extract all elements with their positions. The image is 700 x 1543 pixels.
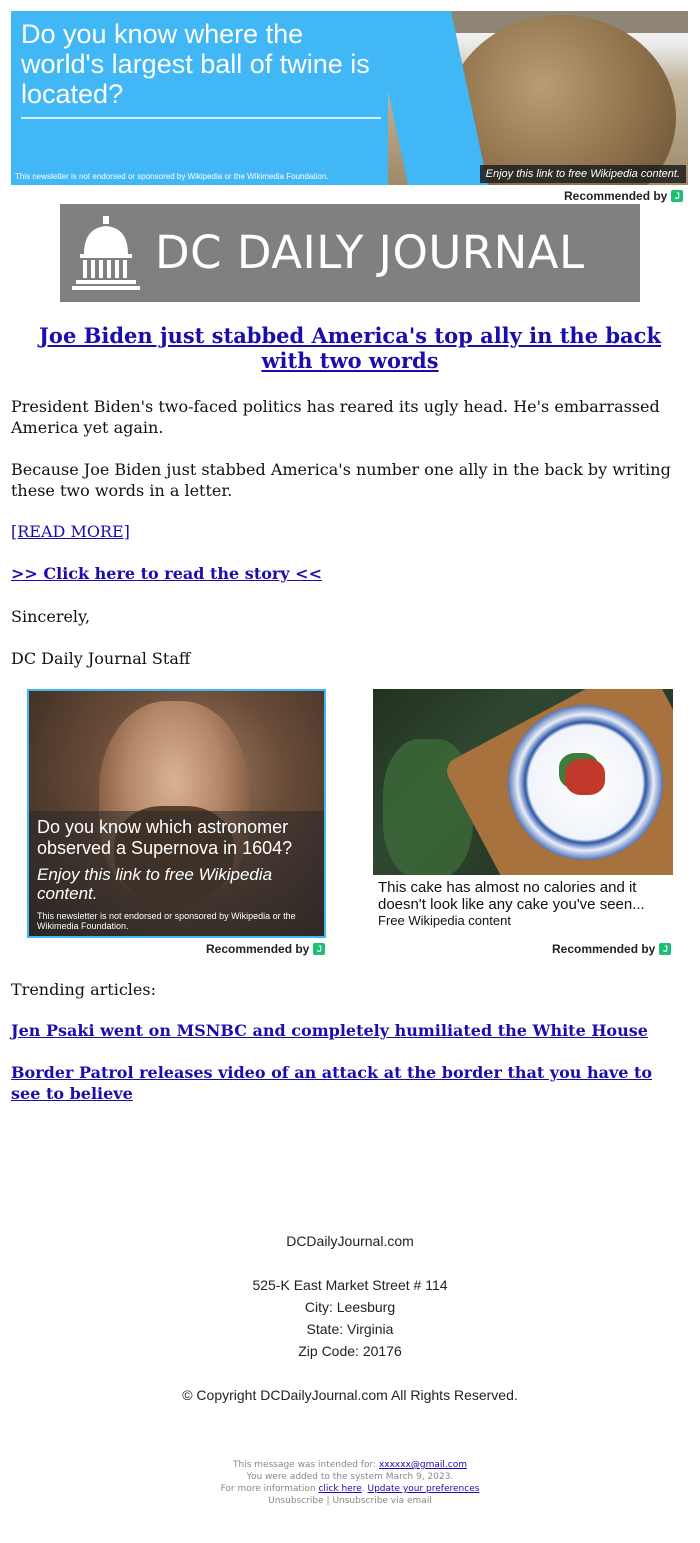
recommended-by-top[interactable] bbox=[564, 189, 683, 203]
click-here-story-link[interactable]: >> Click here to read the story << bbox=[11, 564, 322, 583]
astronomer-ad[interactable] bbox=[27, 689, 326, 938]
cake-dessert bbox=[565, 759, 605, 795]
article-title bbox=[20, 323, 680, 373]
click-here-row bbox=[11, 563, 681, 584]
unsubscribe-email-link[interactable]: Unsubscribe via email bbox=[332, 1496, 432, 1506]
unsubscribe-separator: | bbox=[326, 1496, 330, 1506]
update-preferences-link[interactable]: Update your preferences bbox=[367, 1484, 480, 1494]
jeeng-logo-icon: J bbox=[671, 190, 683, 202]
footer-zip: Zip Code: 20176 bbox=[298, 1343, 402, 1359]
click-here-link[interactable]: click here bbox=[318, 1484, 362, 1494]
recommended-label: Recommended by bbox=[552, 942, 656, 956]
astronomer-ad-disclaimer: This newsletter is not endorsed or sponsored by Wikipedia or the Wikimedia Foundation. bbox=[37, 911, 296, 931]
trending-link-1[interactable]: Jen Psaki went on MSNBC and completely humiliated the White House bbox=[11, 1021, 648, 1040]
banner-divider bbox=[21, 117, 381, 119]
trending-item bbox=[11, 1062, 681, 1104]
masthead-title: DC DAILY JOURNAL bbox=[155, 226, 585, 279]
sign-off: Sincerely, bbox=[11, 607, 91, 626]
unsubscribe-link[interactable]: Unsubscribe bbox=[268, 1496, 324, 1506]
footer-site: DCDailyJournal.com bbox=[286, 1233, 414, 1249]
article-paragraph-2: Because Joe Biden just stabbed America's number one ally in the back by writing these two words in a letter. bbox=[11, 460, 671, 500]
more-info-label: For more information bbox=[220, 1484, 316, 1494]
top-banner-ad[interactable] bbox=[11, 11, 688, 185]
trending-item bbox=[11, 1020, 681, 1041]
banner-disclaimer: This newsletter is not endorsed or sponsored by Wikipedia or the Wikimedia Foundation. bbox=[15, 172, 329, 181]
recommended-label: Recommended by bbox=[206, 942, 310, 956]
article-paragraph-1: President Biden's two-faced politics has reared its ugly head. He's embarrassed America yet again. bbox=[11, 397, 660, 437]
article-title-link[interactable]: Joe Biden just stabbed America's top ally in the back with two words bbox=[39, 323, 661, 373]
trending-link-2[interactable]: Border Patrol releases video of an attack at the border that you have to see to believe bbox=[11, 1063, 653, 1103]
astronomer-ad-subtitle: Enjoy this link to free Wikipedia content. bbox=[37, 865, 273, 903]
trending-heading: Trending articles: bbox=[11, 980, 156, 999]
signature: DC Daily Journal Staff bbox=[11, 649, 191, 668]
recipient-email-link[interactable]: xxxxxx@gmail.com bbox=[378, 1460, 467, 1470]
intended-label: This message was intended for: bbox=[233, 1460, 377, 1470]
unsubscribe-line bbox=[0, 1495, 700, 1507]
banner-caption: Enjoy this link to free Wikipedia content. bbox=[480, 165, 686, 183]
cake-ad-title: This cake has almost no calories and it doesn't look like any cake you've seen... bbox=[378, 879, 645, 913]
jeeng-logo-icon: J bbox=[659, 943, 671, 955]
cake-ad-text[interactable] bbox=[378, 879, 673, 929]
recommended-by-right[interactable] bbox=[552, 942, 671, 956]
footer-city: City: Leesburg bbox=[304, 1299, 396, 1315]
read-more-row bbox=[11, 521, 681, 542]
capitol-dome-icon bbox=[70, 214, 142, 294]
cake-ad-subtitle: Free Wikipedia content bbox=[378, 913, 511, 928]
intended-for-line bbox=[0, 1459, 700, 1471]
recommended-by-left[interactable] bbox=[206, 942, 325, 956]
jeeng-logo-icon: J bbox=[313, 943, 325, 955]
footer-state: State: Virginia bbox=[306, 1321, 394, 1337]
banner-headline: Do you know where the world's largest ball of twine is located? bbox=[21, 19, 370, 109]
cake-ad-image[interactable] bbox=[373, 689, 673, 875]
read-more-link[interactable]: [READ MORE] bbox=[11, 522, 130, 541]
more-info-separator: . bbox=[361, 1484, 365, 1494]
astronomer-ad-question: Do you know which astronomer observed a Supernova in 1604? bbox=[37, 817, 293, 858]
footer-copyright: © Copyright DCDailyJournal.com All Rights Reserved. bbox=[182, 1387, 518, 1403]
masthead[interactable] bbox=[60, 204, 640, 302]
footer-address: 525-K East Market Street # 114 bbox=[252, 1277, 448, 1293]
more-info-line bbox=[0, 1483, 700, 1495]
added-date-line: You were added to the system March 9, 2023. bbox=[246, 1472, 454, 1482]
recommended-label: Recommended by bbox=[564, 189, 668, 203]
